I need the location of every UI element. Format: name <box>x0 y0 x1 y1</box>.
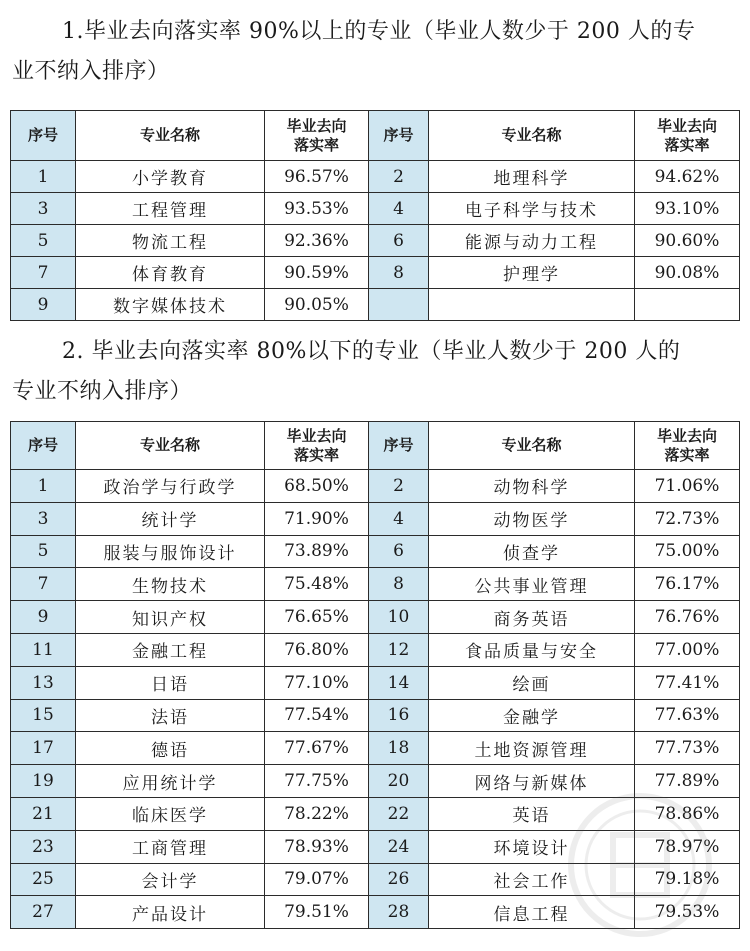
major-name-cell: 知识产权 <box>76 601 265 634</box>
major-name-cell: 信息工程 <box>429 896 635 929</box>
header-rate <box>265 422 369 470</box>
section2-table <box>10 421 740 929</box>
major-name-cell: 动物科学 <box>429 470 635 503</box>
major-name-cell: 食品质量与安全 <box>429 633 635 666</box>
header-index: 序号 <box>11 422 76 470</box>
major-name-cell: 护理学 <box>429 257 635 289</box>
index-cell: 4 <box>369 502 429 535</box>
major-name-cell: 电子科学与技术 <box>429 193 635 225</box>
index-cell: 19 <box>11 765 76 798</box>
rate-cell: 77.75% <box>265 765 369 798</box>
index-cell: 1 <box>11 470 76 503</box>
table-row <box>11 568 740 601</box>
rate-cell: 73.89% <box>265 535 369 568</box>
rate-cell: 79.18% <box>635 863 740 896</box>
rate-cell: 79.51% <box>265 896 369 929</box>
major-name-cell: 土地资源管理 <box>429 732 635 765</box>
section2-title-line1: 2. 毕业去向落实率 80%以下的专业（毕业人数少于 200 人的 <box>62 339 681 364</box>
index-cell: 3 <box>11 502 76 535</box>
index-cell: 3 <box>11 193 76 225</box>
rate-cell: 78.93% <box>265 830 369 863</box>
table-row <box>11 732 740 765</box>
rate-cell: 93.10% <box>635 193 740 225</box>
major-name-cell: 金融工程 <box>76 633 265 666</box>
rate-cell: 90.08% <box>635 257 740 289</box>
header-rate <box>635 422 740 470</box>
table-row <box>11 289 740 321</box>
rate-cell: 77.10% <box>265 666 369 699</box>
header-rate-line1: 毕业去向 <box>286 426 347 445</box>
major-name-cell <box>429 289 635 321</box>
index-cell: 27 <box>11 896 76 929</box>
header-rate-line2: 落实率 <box>293 445 339 464</box>
index-cell: 17 <box>11 732 76 765</box>
rate-cell: 75.48% <box>265 568 369 601</box>
major-name-cell: 物流工程 <box>76 225 265 257</box>
rate-cell: 77.00% <box>635 633 740 666</box>
header-major: 专业名称 <box>76 111 265 161</box>
header-index: 序号 <box>369 111 429 161</box>
table-row <box>11 765 740 798</box>
index-cell: 26 <box>369 863 429 896</box>
major-name-cell: 小学教育 <box>76 161 265 193</box>
major-name-cell: 绘画 <box>429 666 635 699</box>
major-name-cell: 服装与服饰设计 <box>76 535 265 568</box>
index-cell: 2 <box>369 161 429 193</box>
index-cell: 4 <box>369 193 429 225</box>
table-header-row <box>11 422 740 470</box>
index-cell: 22 <box>369 797 429 830</box>
major-name-cell: 工程管理 <box>76 193 265 225</box>
table-row <box>11 666 740 699</box>
major-name-cell: 日语 <box>76 666 265 699</box>
rate-cell: 77.63% <box>635 699 740 732</box>
major-name-cell: 生物技术 <box>76 568 265 601</box>
table-row <box>11 830 740 863</box>
rate-cell: 71.90% <box>265 502 369 535</box>
table-row <box>11 535 740 568</box>
table-row <box>11 896 740 929</box>
rate-cell <box>635 289 740 321</box>
section2-table-body <box>11 470 740 929</box>
rate-cell: 93.53% <box>265 193 369 225</box>
rate-cell: 76.76% <box>635 601 740 634</box>
index-cell: 7 <box>11 568 76 601</box>
index-cell: 8 <box>369 257 429 289</box>
major-name-cell: 产品设计 <box>76 896 265 929</box>
rate-cell: 76.80% <box>265 633 369 666</box>
index-cell: 8 <box>369 568 429 601</box>
index-cell: 11 <box>11 633 76 666</box>
major-name-cell: 德语 <box>76 732 265 765</box>
index-cell <box>369 289 429 321</box>
rate-cell: 71.06% <box>635 470 740 503</box>
rate-cell: 90.59% <box>265 257 369 289</box>
rate-cell: 68.50% <box>265 470 369 503</box>
header-major: 专业名称 <box>429 111 635 161</box>
major-name-cell: 数字媒体技术 <box>76 289 265 321</box>
rate-cell: 78.97% <box>635 830 740 863</box>
section1-title-line2: 业不纳入排序） <box>12 59 170 84</box>
major-name-cell: 工商管理 <box>76 830 265 863</box>
major-name-cell: 地理科学 <box>429 161 635 193</box>
rate-cell: 76.17% <box>635 568 740 601</box>
section1-title-line1: 1.毕业去向落实率 90%以上的专业（毕业人数少于 200 人的专 <box>62 19 696 44</box>
rate-cell: 79.53% <box>635 896 740 929</box>
rate-cell: 96.57% <box>265 161 369 193</box>
section1-table <box>10 110 740 321</box>
header-rate <box>635 111 740 161</box>
rate-cell: 77.73% <box>635 732 740 765</box>
major-name-cell: 英语 <box>429 797 635 830</box>
section1-table-body <box>11 161 740 321</box>
rate-cell: 72.73% <box>635 502 740 535</box>
index-cell: 2 <box>369 470 429 503</box>
index-cell: 7 <box>11 257 76 289</box>
table-row <box>11 161 740 193</box>
index-cell: 6 <box>369 225 429 257</box>
header-rate-line1: 毕业去向 <box>286 116 347 135</box>
table-row <box>11 863 740 896</box>
table-row <box>11 193 740 225</box>
major-name-cell: 临床医学 <box>76 797 265 830</box>
rate-cell: 77.67% <box>265 732 369 765</box>
header-rate-line1: 毕业去向 <box>656 426 717 445</box>
index-cell: 20 <box>369 765 429 798</box>
rate-cell: 78.86% <box>635 797 740 830</box>
table-row <box>11 633 740 666</box>
index-cell: 25 <box>11 863 76 896</box>
major-name-cell: 会计学 <box>76 863 265 896</box>
major-name-cell: 商务英语 <box>429 601 635 634</box>
header-major: 专业名称 <box>429 422 635 470</box>
index-cell: 12 <box>369 633 429 666</box>
index-cell: 6 <box>369 535 429 568</box>
rate-cell: 90.05% <box>265 289 369 321</box>
index-cell: 24 <box>369 830 429 863</box>
major-name-cell: 统计学 <box>76 502 265 535</box>
index-cell: 21 <box>11 797 76 830</box>
major-name-cell: 网络与新媒体 <box>429 765 635 798</box>
rate-cell: 79.07% <box>265 863 369 896</box>
header-rate-line2: 落实率 <box>664 135 710 154</box>
index-cell: 13 <box>11 666 76 699</box>
rate-cell: 78.22% <box>265 797 369 830</box>
section2-title <box>12 332 738 412</box>
section1-title <box>12 12 738 92</box>
rate-cell: 77.54% <box>265 699 369 732</box>
rate-cell: 77.89% <box>635 765 740 798</box>
section2-title-line2: 专业不纳入排序） <box>12 379 193 404</box>
index-cell: 9 <box>11 289 76 321</box>
table-row <box>11 601 740 634</box>
rate-cell: 94.62% <box>635 161 740 193</box>
major-name-cell: 公共事业管理 <box>429 568 635 601</box>
table-row <box>11 470 740 503</box>
header-rate-line2: 落实率 <box>293 135 339 154</box>
header-index: 序号 <box>11 111 76 161</box>
table-row <box>11 225 740 257</box>
major-name-cell: 动物医学 <box>429 502 635 535</box>
table-row <box>11 699 740 732</box>
index-cell: 14 <box>369 666 429 699</box>
major-name-cell: 环境设计 <box>429 830 635 863</box>
major-name-cell: 体育教育 <box>76 257 265 289</box>
rate-cell: 90.60% <box>635 225 740 257</box>
major-name-cell: 社会工作 <box>429 863 635 896</box>
header-index: 序号 <box>369 422 429 470</box>
header-rate <box>265 111 369 161</box>
index-cell: 9 <box>11 601 76 634</box>
index-cell: 28 <box>369 896 429 929</box>
table-header-row <box>11 111 740 161</box>
rate-cell: 77.41% <box>635 666 740 699</box>
index-cell: 16 <box>369 699 429 732</box>
index-cell: 15 <box>11 699 76 732</box>
major-name-cell: 应用统计学 <box>76 765 265 798</box>
index-cell: 18 <box>369 732 429 765</box>
major-name-cell: 侦查学 <box>429 535 635 568</box>
major-name-cell: 法语 <box>76 699 265 732</box>
table-row <box>11 502 740 535</box>
index-cell: 5 <box>11 535 76 568</box>
rate-cell: 75.00% <box>635 535 740 568</box>
index-cell: 5 <box>11 225 76 257</box>
rate-cell: 92.36% <box>265 225 369 257</box>
index-cell: 1 <box>11 161 76 193</box>
major-name-cell: 金融学 <box>429 699 635 732</box>
index-cell: 10 <box>369 601 429 634</box>
header-rate-line1: 毕业去向 <box>656 116 717 135</box>
rate-cell: 76.65% <box>265 601 369 634</box>
major-name-cell: 能源与动力工程 <box>429 225 635 257</box>
table-row <box>11 797 740 830</box>
major-name-cell: 政治学与行政学 <box>76 470 265 503</box>
header-rate-line2: 落实率 <box>664 445 710 464</box>
table-row <box>11 257 740 289</box>
header-major: 专业名称 <box>76 422 265 470</box>
index-cell: 23 <box>11 830 76 863</box>
